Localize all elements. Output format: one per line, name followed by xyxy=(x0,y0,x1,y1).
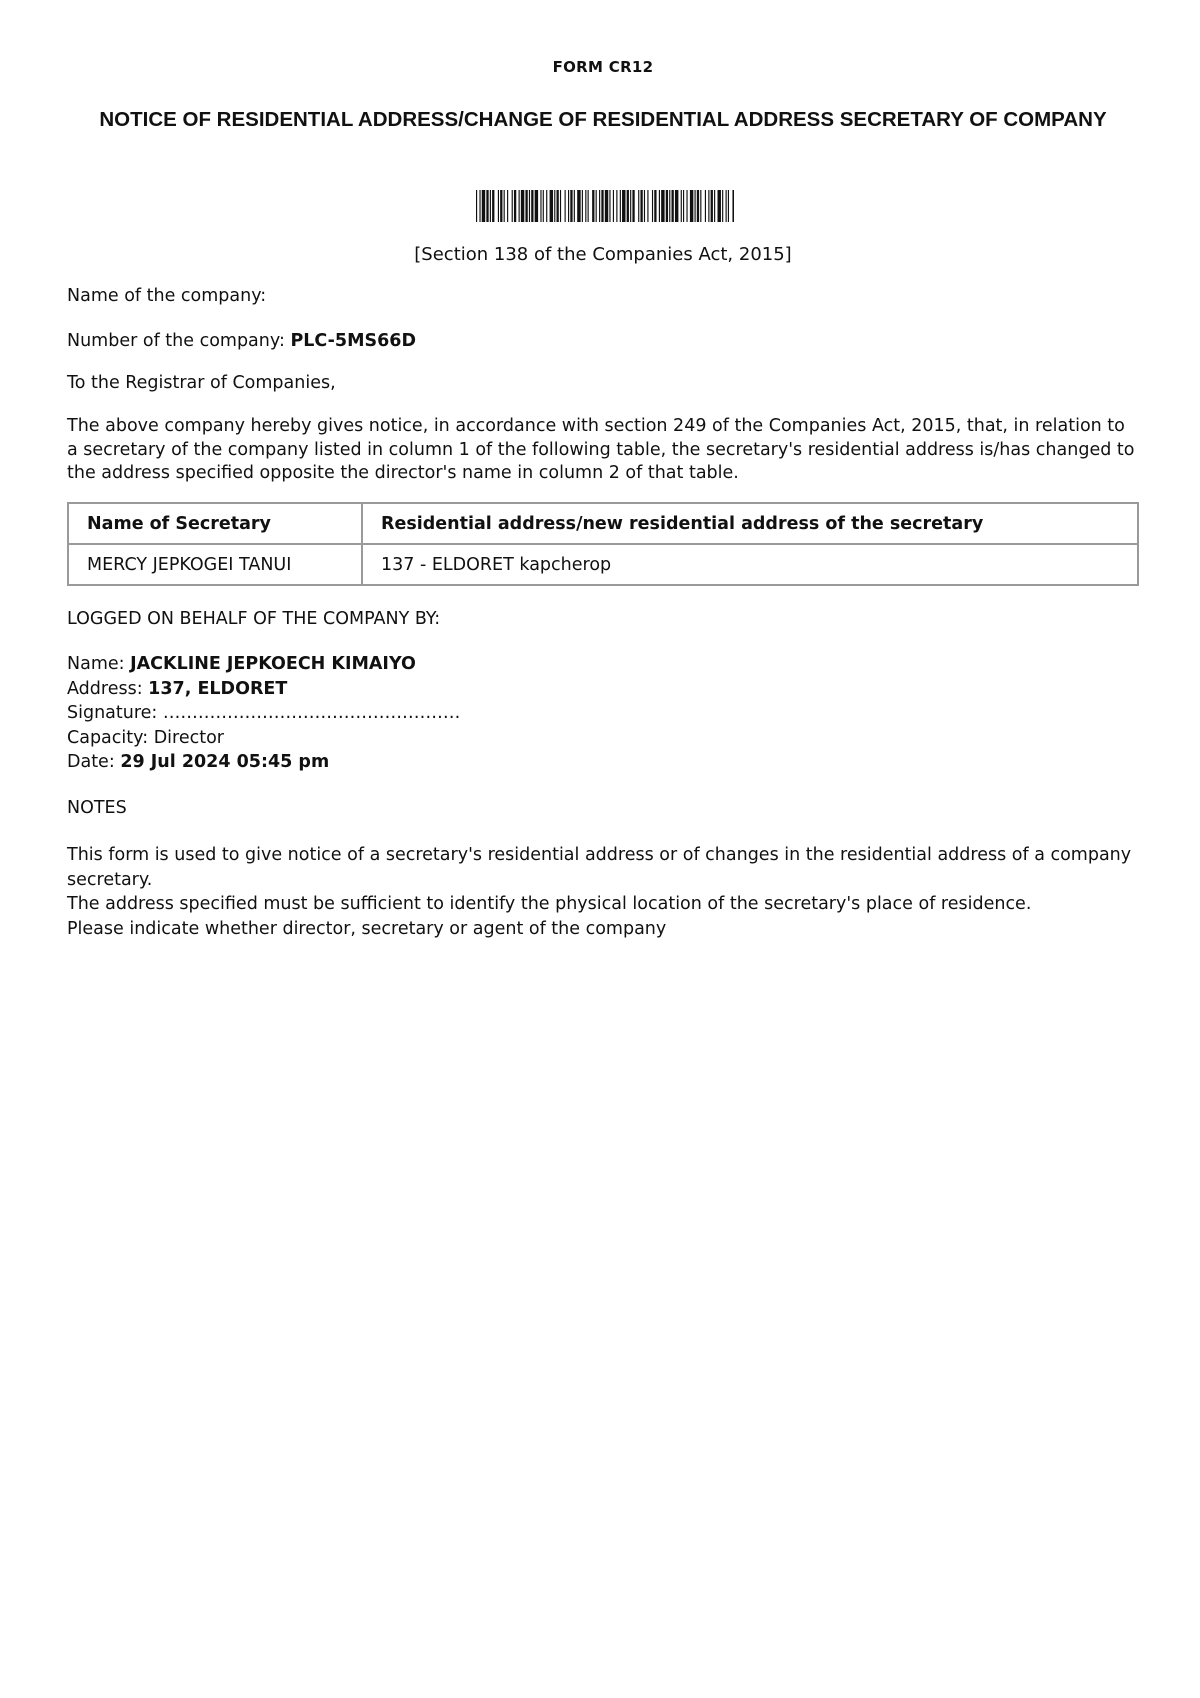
logger-name-value: JACKLINE JEPKOECH KIMAIYO xyxy=(130,654,416,674)
page-title: NOTICE OF RESIDENTIAL ADDRESS/CHANGE OF RESIDENTIAL ADDRESS SECRETARY OF COMPANY xyxy=(99,108,1107,131)
capacity-value: Director xyxy=(153,727,224,748)
form-number: FORM CR12 xyxy=(552,58,654,76)
date-label: Date: xyxy=(67,752,115,772)
note-item: Please indicate whether director, secretary or agent of the company xyxy=(67,918,667,939)
table-row xyxy=(68,544,1138,585)
column-header-name: Name of Secretary xyxy=(68,503,362,544)
logger-name-line xyxy=(67,652,460,677)
company-number-label: Number of the company: xyxy=(67,331,285,351)
column-header-address: Residential address/new residential address of the secretary xyxy=(362,503,1138,544)
date-value: 29 Jul 2024 05:45 pm xyxy=(120,752,330,772)
company-name-label: Name of the company: xyxy=(67,286,267,306)
notes-list xyxy=(67,843,1139,941)
notes-heading: NOTES xyxy=(67,798,127,818)
section-reference: [Section 138 of the Companies Act, 2015] xyxy=(414,244,792,265)
note-item: The address specified must be sufficient to identify the physical location of the secretary's place of residence. xyxy=(67,894,1032,914)
note-item: This form is used to give notice of a secretary's residential address or of changes in the residential address of a company secretary. xyxy=(67,845,1132,890)
signature-label: Signature: xyxy=(67,703,158,723)
secretary-name-cell: MERCY JEPKOGEI TANUI xyxy=(68,544,362,585)
company-number-value: PLC-5MS66D xyxy=(290,331,416,351)
notice-paragraph: The above company hereby gives notice, in accordance with section 249 of the Companies Act, 2015, that, in relation to a secretary of the company listed in column 1 of the following table, the secretary's residential address is/has changed to the address specified opposite the director's name in column 2 of that table. xyxy=(67,416,1135,483)
capacity-label: Capacity: xyxy=(67,727,149,748)
salutation: To the Registrar of Companies, xyxy=(67,373,336,393)
logger-address-line xyxy=(67,677,460,702)
capacity-line xyxy=(67,726,460,751)
logged-by-heading: LOGGED ON BEHALF OF THE COMPANY BY: xyxy=(67,609,441,629)
signature-line xyxy=(67,701,460,726)
company-name-line xyxy=(67,286,266,306)
logger-name-label: Name: xyxy=(67,654,125,674)
signature-dots: …………………………………………… xyxy=(162,703,461,723)
date-line xyxy=(67,750,460,775)
secretary-table xyxy=(67,502,1139,586)
logger-address-label: Address: xyxy=(67,678,143,699)
company-number-line xyxy=(67,331,416,351)
secretary-address-cell: 137 - ELDORET kapcherop xyxy=(362,544,1138,585)
table-header-row xyxy=(68,503,1138,544)
logger-address-value: 137, ELDORET xyxy=(148,678,288,699)
logger-details xyxy=(67,652,460,775)
barcode-icon xyxy=(476,190,734,222)
